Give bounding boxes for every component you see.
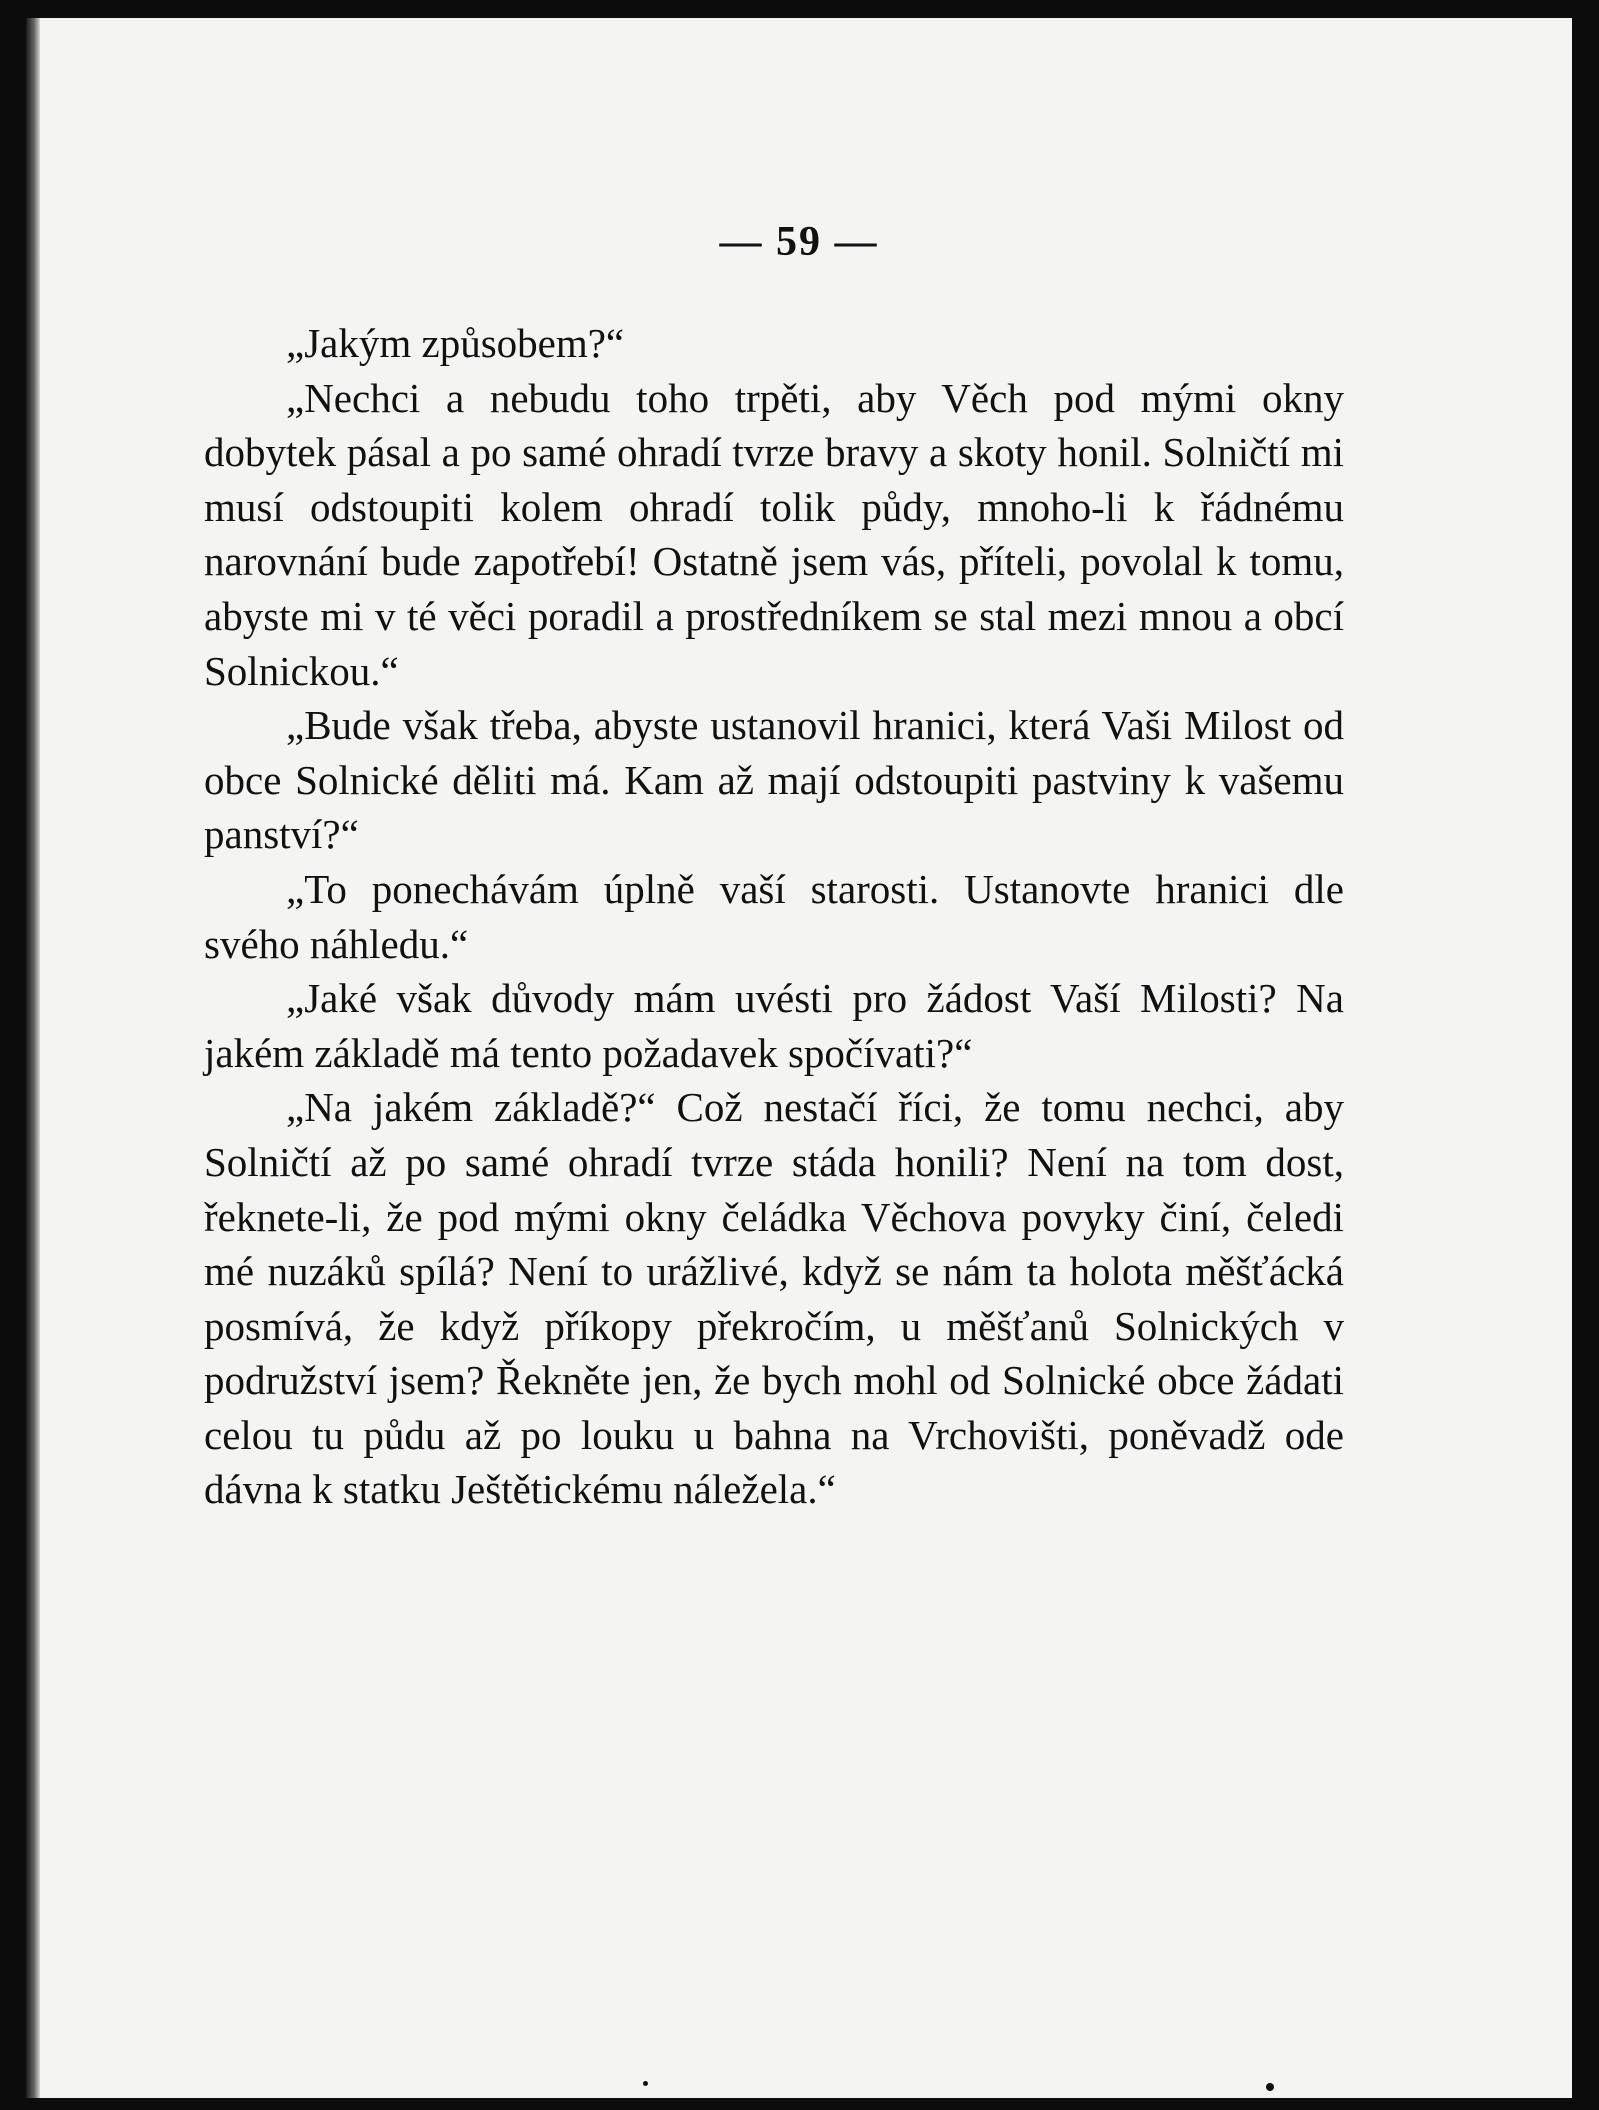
ink-speck	[1266, 2083, 1274, 2091]
page-spine-shadow	[26, 18, 40, 2098]
paragraph: „Jakým způsobem?“	[286, 320, 625, 366]
paragraph: „To ponechávám úplně vaší starosti. Ustanovte hranici dle svého náhledu.“	[204, 865, 1344, 967]
body-text	[204, 316, 1344, 1517]
paragraph: „Nechci a nebudu toho trpěti, aby Věch pod mými okny dobytek pásal a po samé ohradí tvrze bravy a skoty honil. Solničtí mi musí odstoupiti kolem ohradí tolik půdy, mnoho-li k řádnému narovnání bude zapotřebí! Ostatně jsem vás, příteli, povolal k tomu, abyste mi v té věci poradil a prostředníkem se stal mezi mnou a obcí Solnickou.“	[204, 374, 1344, 694]
paragraph: „Bude však třeba, abyste ustanovil hranici, která Vaši Milost od obce Solnické děliti má. Kam až mají odstoupiti pastviny k vašemu panství?“	[204, 702, 1344, 858]
paragraph: „Jaké však důvody mám uvésti pro žádost Vaší Milosti? Na jakém základě má tento požadavek spočívati?“	[204, 975, 1344, 1076]
ink-speck	[643, 2081, 648, 2086]
page-number: — 59 —	[719, 219, 879, 265]
book-page	[26, 18, 1572, 2098]
paragraph: „Na jakém základě?“ Což nestačí říci, že tomu nechci, aby Solničtí až po samé ohradí tvrze stáda honili? Není na tom dost, řeknete-li, že pod mými okny čeládka Věchova povyky činí, čeledi mé nuzáků spílá? Není to urážlivé, když se nám ta holota měšťácká posmívá, že když příkopy překročím, u měšťanů Solnických v podružství jsem? Řekněte jen, že bych mohl od Solnické obce žádati celou tu půdu až po louku u bahna na Vrchovišti, poněvadž ode dávna k statku Ještětickému náležela.“	[204, 1084, 1344, 1513]
